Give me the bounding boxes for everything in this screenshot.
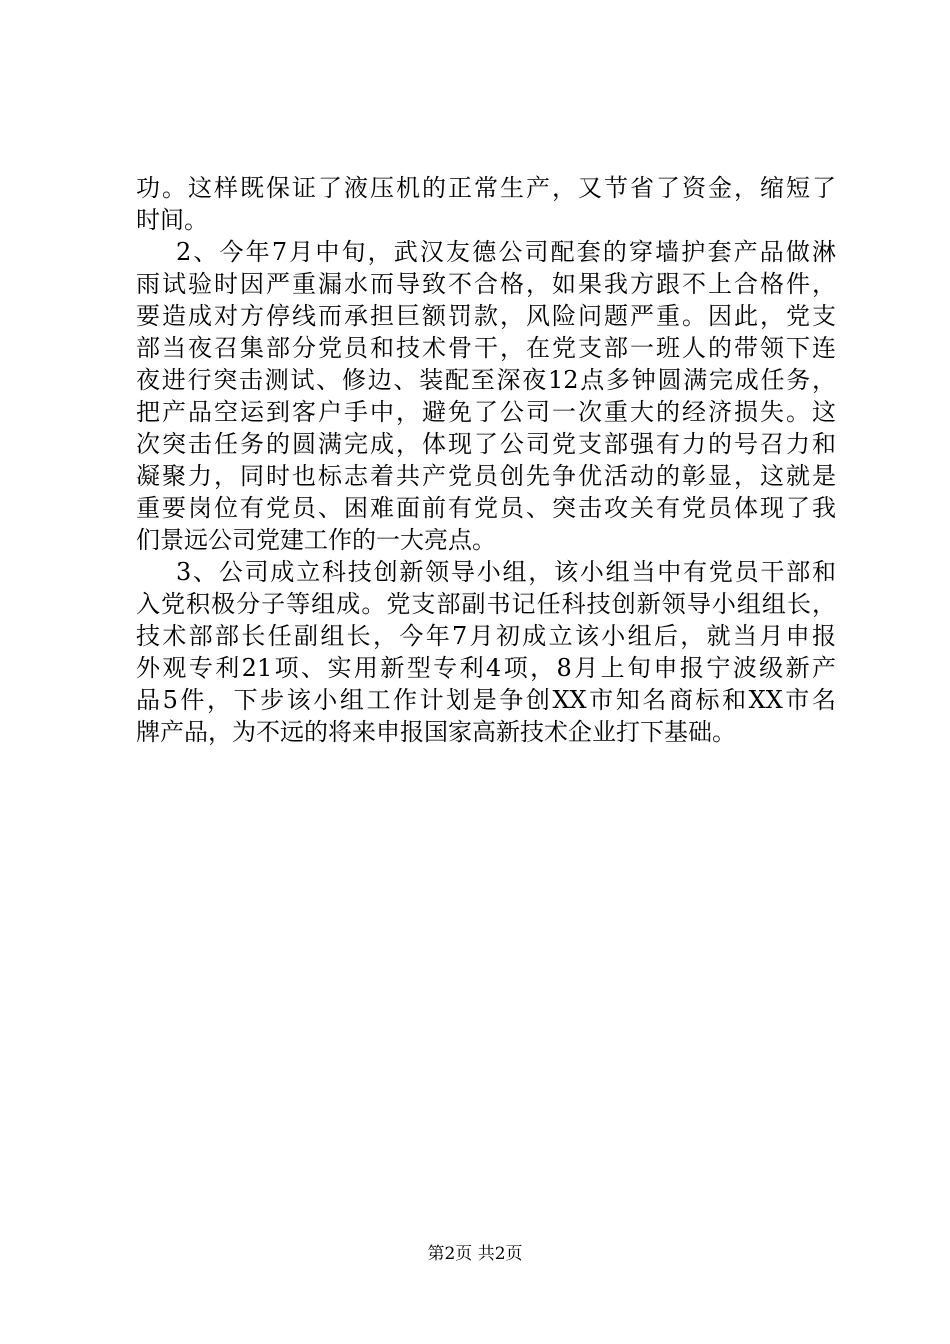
text-line: 部当夜召集部分党员和技术骨干，在党支部一班人的带领下连	[136, 334, 836, 362]
text-line: 入党积极分子等组成。党支部副书记任科技创新领导小组组长，	[136, 590, 836, 618]
text-line: 重要岗位有党员、困难面前有党员、突击攻关有党员体现了我	[136, 494, 836, 522]
text-line: 们景远公司党建工作的一大亮点。	[136, 526, 496, 554]
text-line: 品5件，下步该小组工作计划是争创XX市知名商标和XX市名	[136, 686, 836, 714]
text-line: 外观专利21项、实用新型专利4项，8月上旬申报宁波级新产	[136, 654, 836, 682]
text-line: 功。这样既保证了液压机的正常生产，又节省了资金，缩短了	[136, 174, 836, 202]
text-line: 雨试验时因严重漏水而导致不合格，如果我方跟不上合格件，	[136, 270, 836, 298]
paragraph-start-line: 2、今年7月中旬，武汉友德公司配套的穿墙护套产品做淋	[176, 238, 836, 266]
text-line: 技术部部长任副组长，今年7月初成立该小组后，就当月申报	[136, 622, 836, 650]
page-number-footer: 第2页 共2页	[427, 1244, 523, 1264]
text-line: 次突击任务的圆满完成，体现了公司党支部强有力的号召力和	[136, 430, 836, 458]
body-text	[136, 172, 836, 748]
text-line: 凝聚力，同时也标志着共产党员创先争优活动的彰显，这就是	[136, 462, 836, 490]
text-line: 要造成对方停线而承担巨额罚款，风险问题严重。因此，党支	[136, 302, 836, 330]
text-line: 牌产品，为不远的将来申报国家高新技术企业打下基础。	[136, 718, 736, 746]
text-line: 把产品空运到客户手中，避免了公司一次重大的经济损失。这	[136, 398, 836, 426]
text-line: 夜进行突击测试、修边、装配至深夜12点多钟圆满完成任务，	[136, 366, 836, 394]
text-line: 时间。	[136, 206, 208, 234]
paragraph-start-line: 3、公司成立科技创新领导小组，该小组当中有党员干部和	[176, 558, 836, 586]
